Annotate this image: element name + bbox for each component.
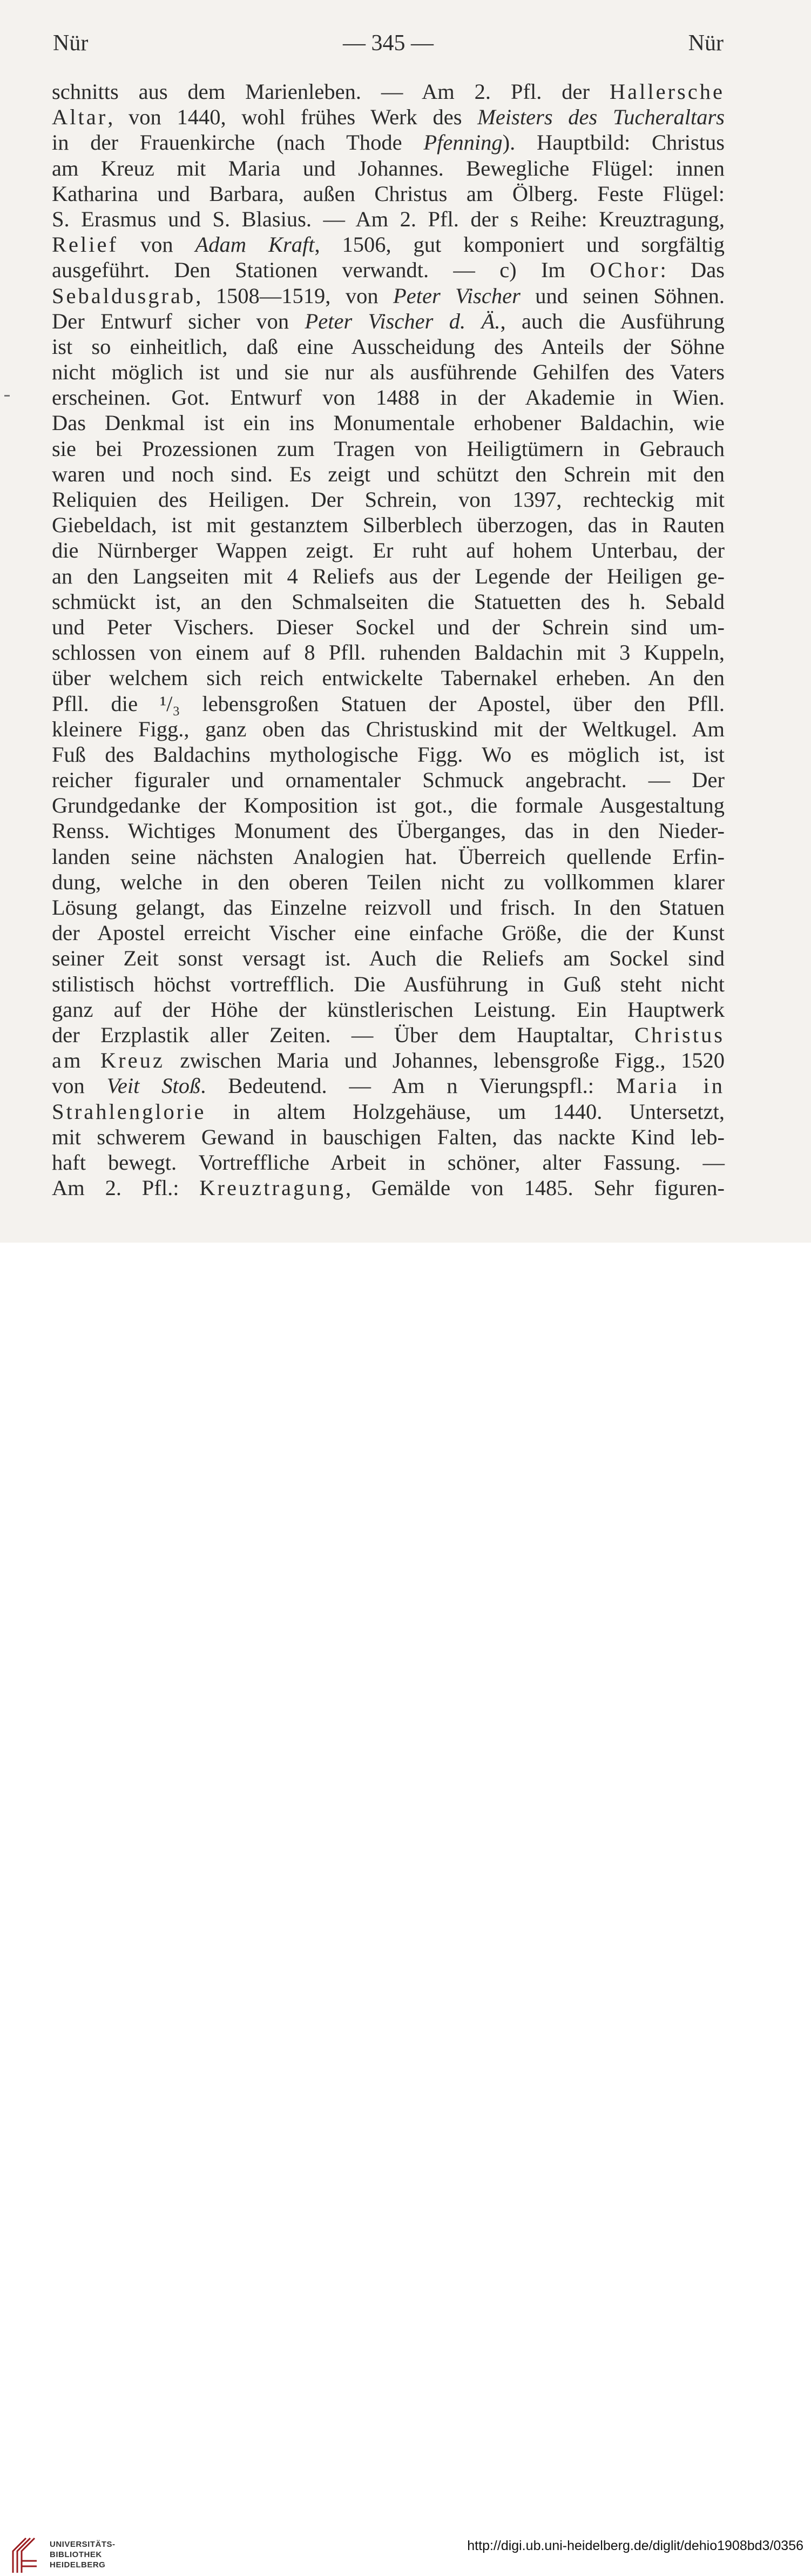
text-line <box>52 232 725 257</box>
text-line <box>52 971 725 997</box>
text-line <box>52 920 725 945</box>
text-segment: Giebeldach, ist mit gestanztem Silberblech überzogen, das in Rauten <box>52 513 725 538</box>
text-line <box>52 308 725 334</box>
text-line <box>52 283 725 308</box>
text-line <box>52 1124 725 1150</box>
text-line <box>52 1099 725 1124</box>
text-segment: Kreuztragung <box>199 1176 346 1200</box>
text-segment: Reliquien des Heiligen. Der Schrein, von 1397, rechteckig mit <box>52 487 725 512</box>
text-segment: Katharina und Barbara, außen Christus am Ölberg. Feste Flügel: <box>52 181 725 206</box>
text-segment: stilistisch höchst vortrefflich. Die Ausführung in Guß steht nicht <box>52 971 725 996</box>
text-segment: schnitts aus dem Marienleben. — Am 2. Pfl. der <box>52 79 610 104</box>
library-name-line: HEIDELBERG <box>50 2560 106 2570</box>
text-segment: : Das <box>660 258 725 283</box>
running-header <box>53 30 724 63</box>
text-segment: Grundgedanke der Komposition ist got., die formale Ausgestaltung <box>52 793 725 818</box>
text-segment: Sebaldusgrab <box>52 283 196 308</box>
text-segment: Altar <box>52 105 108 130</box>
text-line <box>52 614 725 640</box>
text-line <box>52 1048 725 1073</box>
text-segment: erscheinen. Got. Entwurf von 1488 in der Akademie in Wien. <box>52 385 725 410</box>
text-segment: Pfenning <box>423 130 503 155</box>
text-segment: Fuß des Baldachins mythologische Figg. Wo es möglich ist, ist <box>52 742 725 767</box>
text-segment: seiner Zeit sonst versagt ist. Auch die Reliefs am Sockel sind <box>52 946 725 971</box>
text-segment: am Kreuz mit Maria und Johannes. Bewegliche Flügel: innen <box>52 156 725 180</box>
text-line <box>52 538 725 563</box>
text-segment: von <box>118 232 195 257</box>
text-segment: , 1508—1519, von <box>195 283 394 308</box>
text-line <box>52 104 725 130</box>
text-line <box>52 742 725 767</box>
text-line <box>52 1175 725 1200</box>
text-line <box>52 895 725 920</box>
text-line <box>52 461 725 487</box>
text-segment: Relief <box>52 232 118 257</box>
text-segment: mit schwerem Gewand in bauschigen Falten, das nackte Kind leb- <box>52 1124 725 1149</box>
text-segment: Renss. Wichtiges Monument des Überganges, das in den Nieder- <box>52 819 725 843</box>
library-name-line: BIBLIOTHEK <box>50 2550 102 2559</box>
text-line <box>52 1150 725 1175</box>
text-segment: Christus <box>634 1022 725 1047</box>
text-segment: ausgeführt. Den Stationen verwandt. — c) Im <box>52 258 590 283</box>
text-segment: Lösung gelangt, das Einzelne reizvoll und frisch. In den Statuen <box>52 895 725 920</box>
text-segment: in der Frauenkirche (nach Thode <box>52 130 424 155</box>
page-number: — 345 — <box>343 31 434 56</box>
text-segment: der Erzplastik aller Zeiten. — Über dem Hauptaltar, <box>52 1022 634 1047</box>
text-line <box>52 767 725 793</box>
text-line <box>52 665 725 690</box>
text-segment: zwischen Maria und Johannes, lebensgroße Figg., 1520 <box>164 1048 725 1073</box>
text-segment: landen seine nächsten Analogien hat. Überreich quellende Erfin- <box>52 844 725 869</box>
text-segment: haft bewegt. Vortreffliche Arbeit in schöner, alter Fassung. — <box>52 1150 725 1175</box>
header-right-keyword: Nür <box>688 31 724 56</box>
text-line <box>52 257 725 283</box>
text-segment: Pfll. die ¹/₃ lebensgroßen Statuen der Apostel, über den Pfll. <box>52 691 725 716</box>
text-line <box>52 156 725 181</box>
text-segment: von <box>52 1074 107 1098</box>
text-line <box>52 79 725 104</box>
text-segment: Veit Stoß <box>106 1074 201 1098</box>
text-line <box>52 844 725 869</box>
text-segment: OChor <box>590 258 660 283</box>
text-segment: Maria in <box>616 1074 725 1098</box>
text-segment: ist so einheitlich, daß eine Ausscheidung des Anteils der Söhne <box>52 334 725 359</box>
source-url-link[interactable]: http://digi.ub.uni-heidelberg.de/diglit/dehio1908bd3/0356 <box>467 2538 803 2553</box>
text-line <box>52 997 725 1022</box>
text-line <box>52 869 725 895</box>
text-line <box>52 410 725 435</box>
text-segment: S. Erasmus und S. Blasius. — Am 2. Pfl. der s Reihe: Kreuztragung, <box>52 206 725 231</box>
text-line <box>52 385 725 410</box>
text-segment: der Apostel erreicht Vischer eine einfache Größe, die der Kunst <box>52 921 725 945</box>
text-line <box>52 359 725 385</box>
margin-mark <box>4 395 10 397</box>
text-line <box>52 130 725 155</box>
text-segment: und seinen Söhnen. <box>520 283 725 308</box>
text-line <box>52 334 725 359</box>
text-segment: an den Langseiten mit 4 Reliefs aus der Legende der Heiligen ge- <box>52 564 725 588</box>
text-line <box>52 1022 725 1048</box>
text-line <box>52 716 725 742</box>
text-segment: schmückt ist, an den Schmalseiten die Statuetten des h. Sebald <box>52 589 725 614</box>
text-segment: . Bedeutend. — Am n Vierungspfl.: <box>200 1074 616 1098</box>
text-line <box>52 512 725 538</box>
text-segment: Hallersche <box>609 79 725 104</box>
text-segment: Adam Kraft <box>195 232 315 257</box>
text-segment: Das Denkmal ist ein ins Monumentale erhobener Baldachin, wie <box>52 411 725 435</box>
text-segment: Peter Vischer d. Ä. <box>305 308 501 333</box>
text-segment: Meisters des Tucheraltars <box>477 105 725 130</box>
text-segment: reicher figuraler und ornamentaler Schmuck angebracht. — Der <box>52 768 725 793</box>
text-segment: Am 2. Pfl.: <box>52 1176 200 1200</box>
library-name-line: UNIVERSITÄTS- <box>50 2540 116 2549</box>
text-line <box>52 206 725 232</box>
text-line <box>52 487 725 512</box>
text-segment: Der Entwurf sicher von <box>52 308 305 333</box>
text-line <box>52 564 725 589</box>
text-line <box>52 945 725 971</box>
text-segment: , 1506, gut komponiert und sorgfältig <box>314 232 725 257</box>
text-segment: Peter Vischer <box>393 283 521 308</box>
text-line <box>52 818 725 843</box>
text-line <box>52 589 725 614</box>
text-segment: , Gemälde von 1485. Sehr figuren- <box>345 1176 725 1200</box>
text-segment: ). Hauptbild: Christus <box>502 130 725 155</box>
text-line <box>52 436 725 461</box>
text-segment: dung, welche in den oberen Teilen nicht zu vollkommen klarer <box>52 869 725 894</box>
text-segment: in altem Holzgehäuse, um 1440. Untersetzt, <box>206 1099 725 1124</box>
text-segment: , auch die Ausführung <box>500 308 725 333</box>
text-line <box>52 1073 725 1098</box>
text-segment: die Nürnberger Wappen zeigt. Er ruht auf hohem Unterbau, der <box>52 538 725 563</box>
scanned-page <box>0 0 811 1243</box>
text-segment: nicht möglich ist und sie nur als ausführende Gehilfen des Vaters <box>52 360 725 385</box>
text-line <box>52 181 725 206</box>
text-segment: kleinere Figg., ganz oben das Christuskind mit der Weltkugel. Am <box>52 716 725 741</box>
text-segment: und Peter Vischers. Dieser Sockel und der Schrein sind um- <box>52 614 725 639</box>
header-left-keyword: Nür <box>53 31 89 56</box>
library-logo-icon <box>10 2535 41 2576</box>
text-segment: sie bei Prozessionen zum Tragen von Heiligtümern in Gebrauch <box>52 436 725 461</box>
text-segment: schlossen von einem auf 8 Pfll. ruhenden Baldachin mit 3 Kuppeln, <box>52 640 725 665</box>
library-name <box>50 2539 116 2570</box>
text-segment: Strahlenglorie <box>52 1099 206 1124</box>
text-segment: waren und noch sind. Es zeigt und schützt den Schrein mit den <box>52 461 725 486</box>
text-segment: , von 1440, wohl frühes Werk des <box>107 105 478 130</box>
text-line <box>52 793 725 818</box>
text-segment: über welchem sich reich entwickelte Tabernakel erheben. An den <box>52 666 725 690</box>
text-line <box>52 640 725 665</box>
body-text <box>52 79 725 1200</box>
text-segment: am Kreuz <box>52 1048 165 1073</box>
footer <box>0 1243 811 2570</box>
text-segment: ganz auf der Höhe der künstlerischen Leistung. Ein Hauptwerk <box>52 997 725 1022</box>
text-line <box>52 691 725 716</box>
